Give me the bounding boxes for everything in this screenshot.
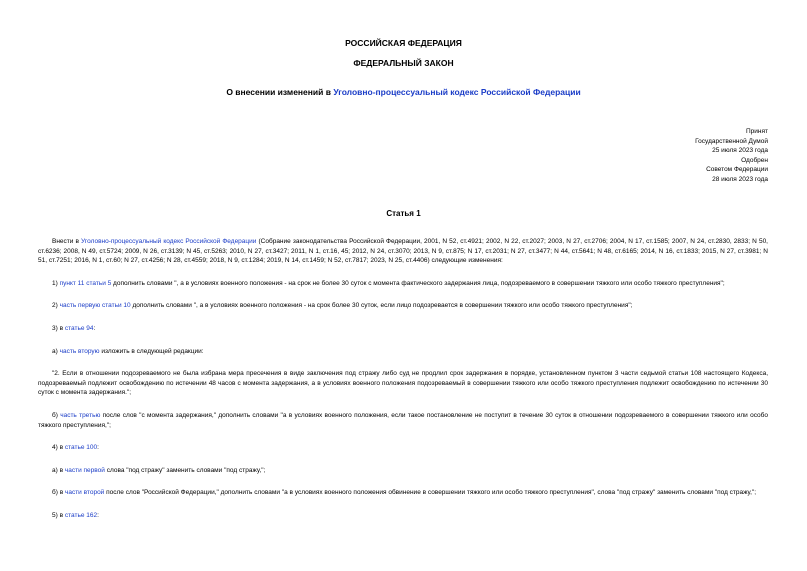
text: дополнить словами ", а в условиях военного положения - на срок более 30 суток, если лицо подозревается в совершении тяжкого или особо тяжкого преступления"; xyxy=(130,302,633,310)
text: : xyxy=(97,444,99,452)
part-two-link[interactable]: часть вторую xyxy=(59,347,100,355)
article-10-link[interactable]: часть первую статьи 10 xyxy=(59,302,131,310)
text: после слов "Российской Федерации," дополнить словами "а в условиях военного положения обвинение в совершении тяжкого или особо тяжкого преступления", слова "под стражу" заменить словами "под стражу,"; xyxy=(104,489,757,497)
adoption-line: Государственной Думой xyxy=(695,137,768,145)
text: 1) xyxy=(52,279,60,287)
paragraph-8 xyxy=(38,466,768,476)
paragraph-2 xyxy=(38,301,768,311)
law-title-code-link[interactable]: Уголовно-процессуальный кодекс Российской Федерации xyxy=(333,87,581,97)
article-heading: Статья 1 xyxy=(386,209,421,218)
part-two-link[interactable]: части второй xyxy=(64,489,105,497)
text: слова "под стражу" заменить словами "под стражу,"; xyxy=(104,466,266,474)
federation-heading: РОССИЙСКАЯ ФЕДЕРАЦИЯ xyxy=(345,38,462,48)
text: : xyxy=(93,324,96,332)
adoption-line: 25 июля 2023 года xyxy=(712,147,768,155)
article-5-link[interactable]: пункт 11 статьи 5 xyxy=(59,279,112,287)
article-body xyxy=(38,237,768,521)
paragraph-9 xyxy=(38,488,768,498)
text: б) в xyxy=(52,489,65,497)
paragraph-4 xyxy=(38,347,768,357)
paragraph-3 xyxy=(38,324,768,334)
text: б) xyxy=(52,411,61,419)
text: после слов "с момента задержания," дополнить словами "а в условиях военного положения, если такое постановление не поступит в течение 30 суток в отношении подозреваемого в совершении тяжкого или особо тяжкого преступления,"; xyxy=(38,411,768,429)
text: 4) в xyxy=(52,444,65,452)
text: Внести в xyxy=(52,238,82,245)
part-one-link[interactable]: части первой xyxy=(64,466,105,474)
code-link[interactable]: Уголовно-процессуальный кодекс Российской Федерации xyxy=(81,238,257,245)
law-type-heading: ФЕДЕРАЛЬНЫЙ ЗАКОН xyxy=(353,58,454,68)
text: дополнить словами ", а в условиях военного положения - на срок не более 30 суток с момента фактического задержания лица, подозреваемого в совершении тяжкого или особо тяжкого преступления"; xyxy=(111,279,725,287)
paragraph-intro xyxy=(38,237,768,266)
adoption-block xyxy=(568,127,768,185)
part-three-link[interactable]: часть третью xyxy=(60,411,101,419)
paragraph-1 xyxy=(38,279,768,289)
paragraph-10 xyxy=(38,511,768,521)
paragraph-7 xyxy=(38,443,768,453)
paragraph-6 xyxy=(38,411,768,430)
text: : xyxy=(97,511,99,519)
text: а) xyxy=(52,347,60,355)
text: 2) xyxy=(52,302,60,310)
article-94-link[interactable]: статье 94 xyxy=(64,324,94,332)
adoption-line: Одобрен xyxy=(741,156,768,164)
adoption-line: Принят xyxy=(745,128,768,135)
text: а) в xyxy=(52,466,65,474)
text: 3) в xyxy=(52,324,65,332)
text: изложить в следующей редакции: xyxy=(99,347,204,355)
law-title-prefix: О внесении изменений в xyxy=(226,87,334,97)
text: (Собрание законодательства Российской Федерации, 2001, N 52, ст.4921; 2002, N 22, ст.2027; 2003, N 27, ст.2706; 2004, N 17, ст.1585; 2007, N 24, ст.2830, 2833; N 50, ст.6236; 2008, N 49, ст.5724; 2009, N 26, ст.3139; N 45, ст.5263; 2010, N 27, ст.3427; 2011, N 1, ст.16, 45; 2012, N 24, ст.3070; 2013, N 9, ст.875; N 17, ст.2031; N 27, ст.3477; N 44, ст.5641; N 48, ст.6165; 2014, N 16, ст.1833; 2015, N 27, ст.3981; N 51, ст.7251; 2016, N 1, ст.60; N 27, ст.4256; N 28, ст.4559; 2018, N 9, ст.1284; 2019, N 14, ст.1459; N 52, ст.7817; 2023, N 25, ст.4406) следующие изменения: xyxy=(38,238,768,265)
law-title xyxy=(0,87,807,97)
adoption-line: 28 июля 2023 года xyxy=(712,175,768,183)
text: 5) в xyxy=(52,511,65,519)
adoption-line: Советом Федерации xyxy=(706,166,768,174)
article-100-link[interactable]: статье 100 xyxy=(64,444,98,452)
article-162-link[interactable]: статье 162 xyxy=(64,511,98,519)
paragraph-5: "2. Если в отношении подозреваемого не была избрана мера пресечения в виде заключения под стражу либо суд не продлил срок задержания в порядке, установленном пунктом 3 части седьмой статьи 108 настоящего Кодекса, подозреваемый подлежит освобождению по истечении 48 часов с момента задержания, а в условиях военного положения подозреваемый в совершении тяжкого или особо тяжкого преступления подлежит освобождению по истечении 30 суток с момента задержания."; xyxy=(38,370,768,397)
